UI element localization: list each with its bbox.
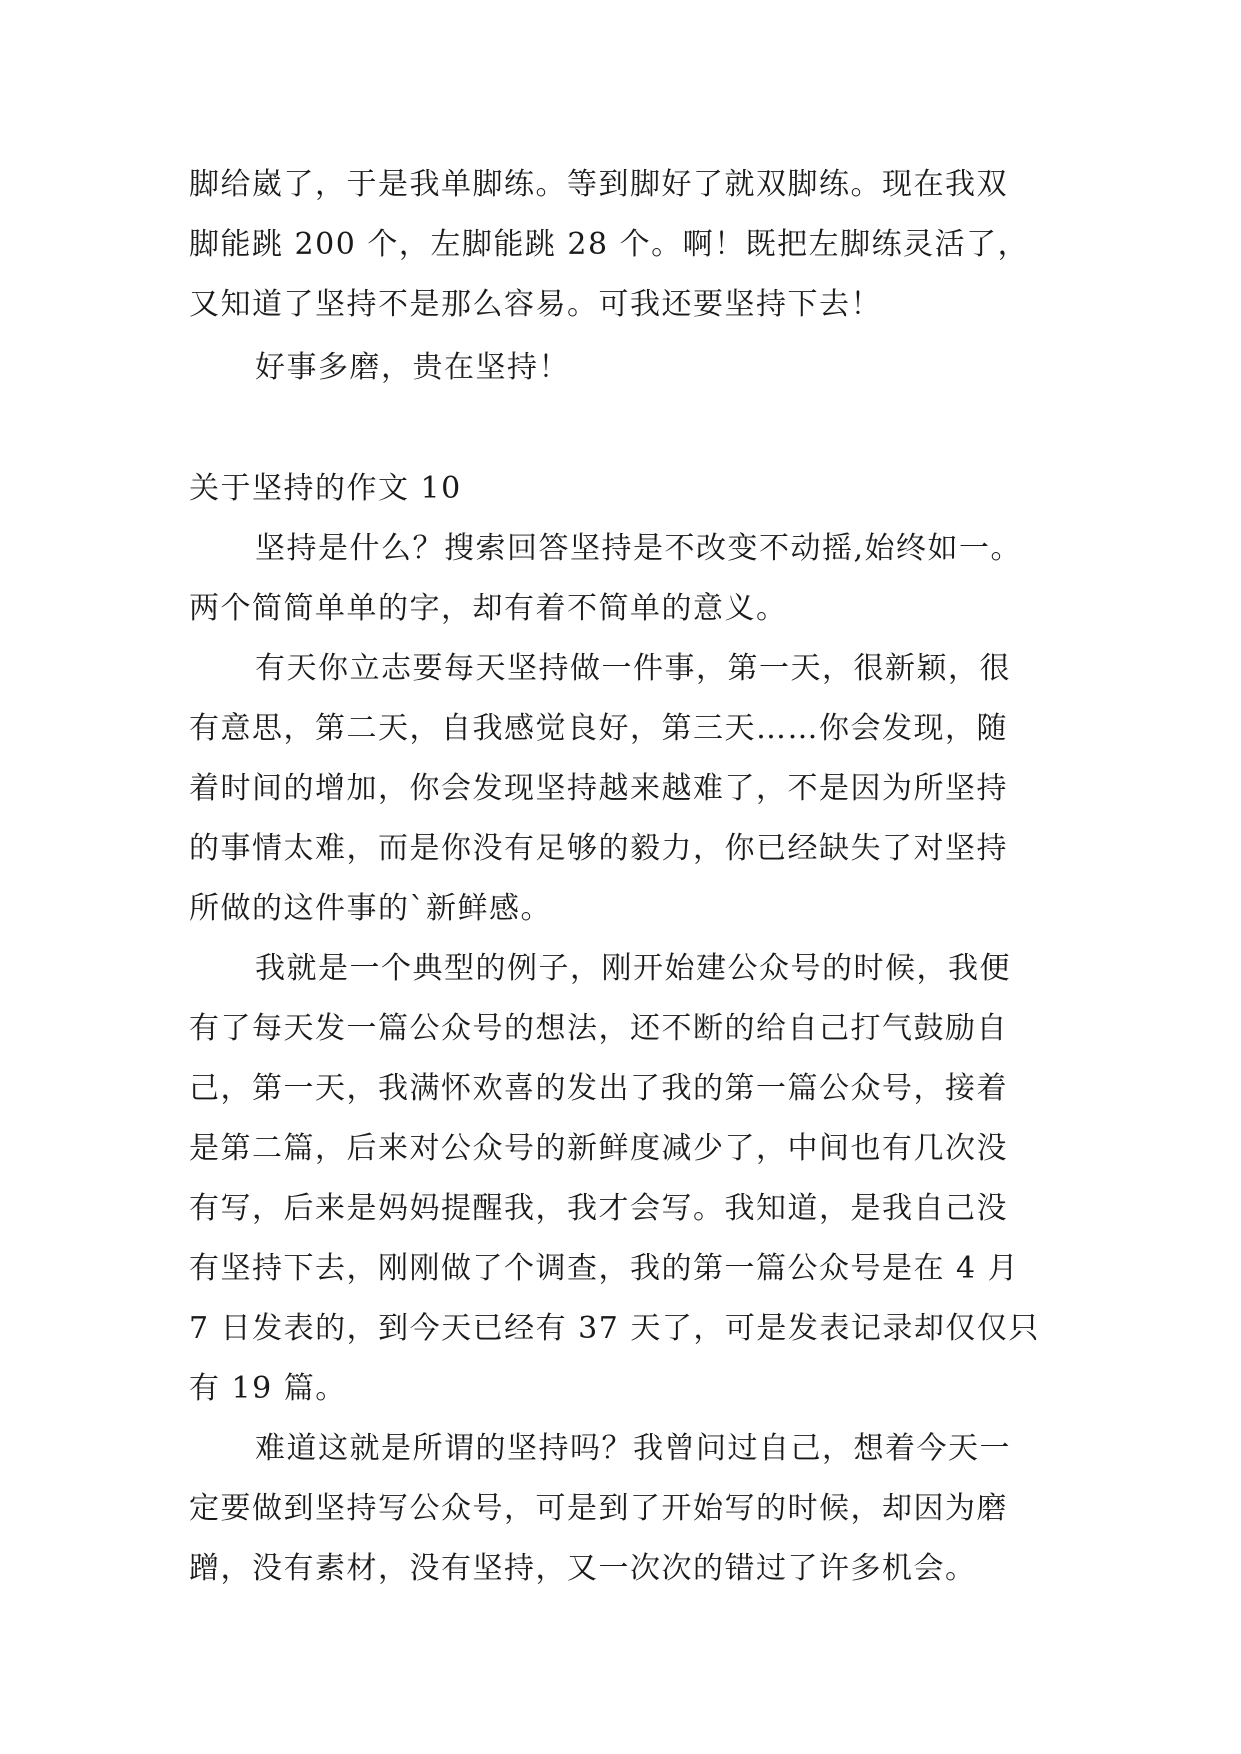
text-line: 是第二篇，后来对公众号的新鲜度减少了，中间也有几次没 <box>189 1131 1008 1166</box>
text-line: 好事多磨，贵在坚持！ <box>255 350 570 385</box>
text-line: 7 日发表的，到今天已经有 37 天了，可是发表记录却仅仅只 <box>189 1311 1040 1346</box>
text-line: 所做的这件事的`新鲜感。 <box>189 891 552 926</box>
text-line: 脚给崴了，于是我单脚练。等到脚好了就双脚练。现在我双 <box>189 167 1008 202</box>
text-line: 有天你立志要每天坚持做一件事，第一天，很新颖，很 <box>255 651 1011 686</box>
text-line: 坚持是什么？搜索回答坚持是不改变不动摇,始终如一。 <box>255 531 1023 566</box>
section-heading <box>189 459 1059 519</box>
text-line: 定要做到坚持写公众号，可是到了开始写的时候，却因为磨 <box>189 1491 1008 1526</box>
paragraph <box>189 1419 1059 1599</box>
paragraph <box>189 155 1059 335</box>
text-line: 己，第一天，我满怀欢喜的发出了我的第一篇公众号，接着 <box>189 1071 1008 1106</box>
text-line: 蹭，没有素材，没有坚持，又一次次的错过了许多机会。 <box>189 1551 977 1586</box>
text-line: 有意思，第二天，自我感觉良好，第三天……你会发现，随 <box>189 711 1008 746</box>
paragraph <box>189 519 1059 639</box>
paragraph <box>189 338 1059 398</box>
text-line: 有 19 篇。 <box>189 1371 347 1406</box>
paragraph <box>189 939 1059 1419</box>
text-line: 有了每天发一篇公众号的想法，还不断的给自己打气鼓励自 <box>189 1011 1008 1046</box>
document-page <box>189 155 1059 1599</box>
text-line: 脚能跳 200 个，左脚能跳 28 个。啊！既把左脚练灵活了， <box>189 227 1030 262</box>
text-line: 难道这就是所谓的坚持吗？我曾问过自己，想着今天一 <box>255 1431 1011 1466</box>
text-line: 着时间的增加，你会发现坚持越来越难了，不是因为所坚持 <box>189 771 1008 806</box>
text-line: 有写，后来是妈妈提醒我，我才会写。我知道，是我自己没 <box>189 1191 1008 1226</box>
text-line: 我就是一个典型的例子，刚开始建公众号的时候，我便 <box>255 951 1011 986</box>
text-line: 两个简简单单的字，却有着不简单的意义。 <box>189 591 788 626</box>
text-line: 有坚持下去，刚刚做了个调查，我的第一篇公众号是在 4 月 <box>189 1251 1020 1286</box>
paragraph <box>189 639 1059 939</box>
text-line: 又知道了坚持不是那么容易。可我还要坚持下去！ <box>189 287 882 322</box>
heading-text: 关于坚持的作文 10 <box>189 471 462 506</box>
text-line: 的事情太难，而是你没有足够的毅力，你已经缺失了对坚持 <box>189 831 1008 866</box>
